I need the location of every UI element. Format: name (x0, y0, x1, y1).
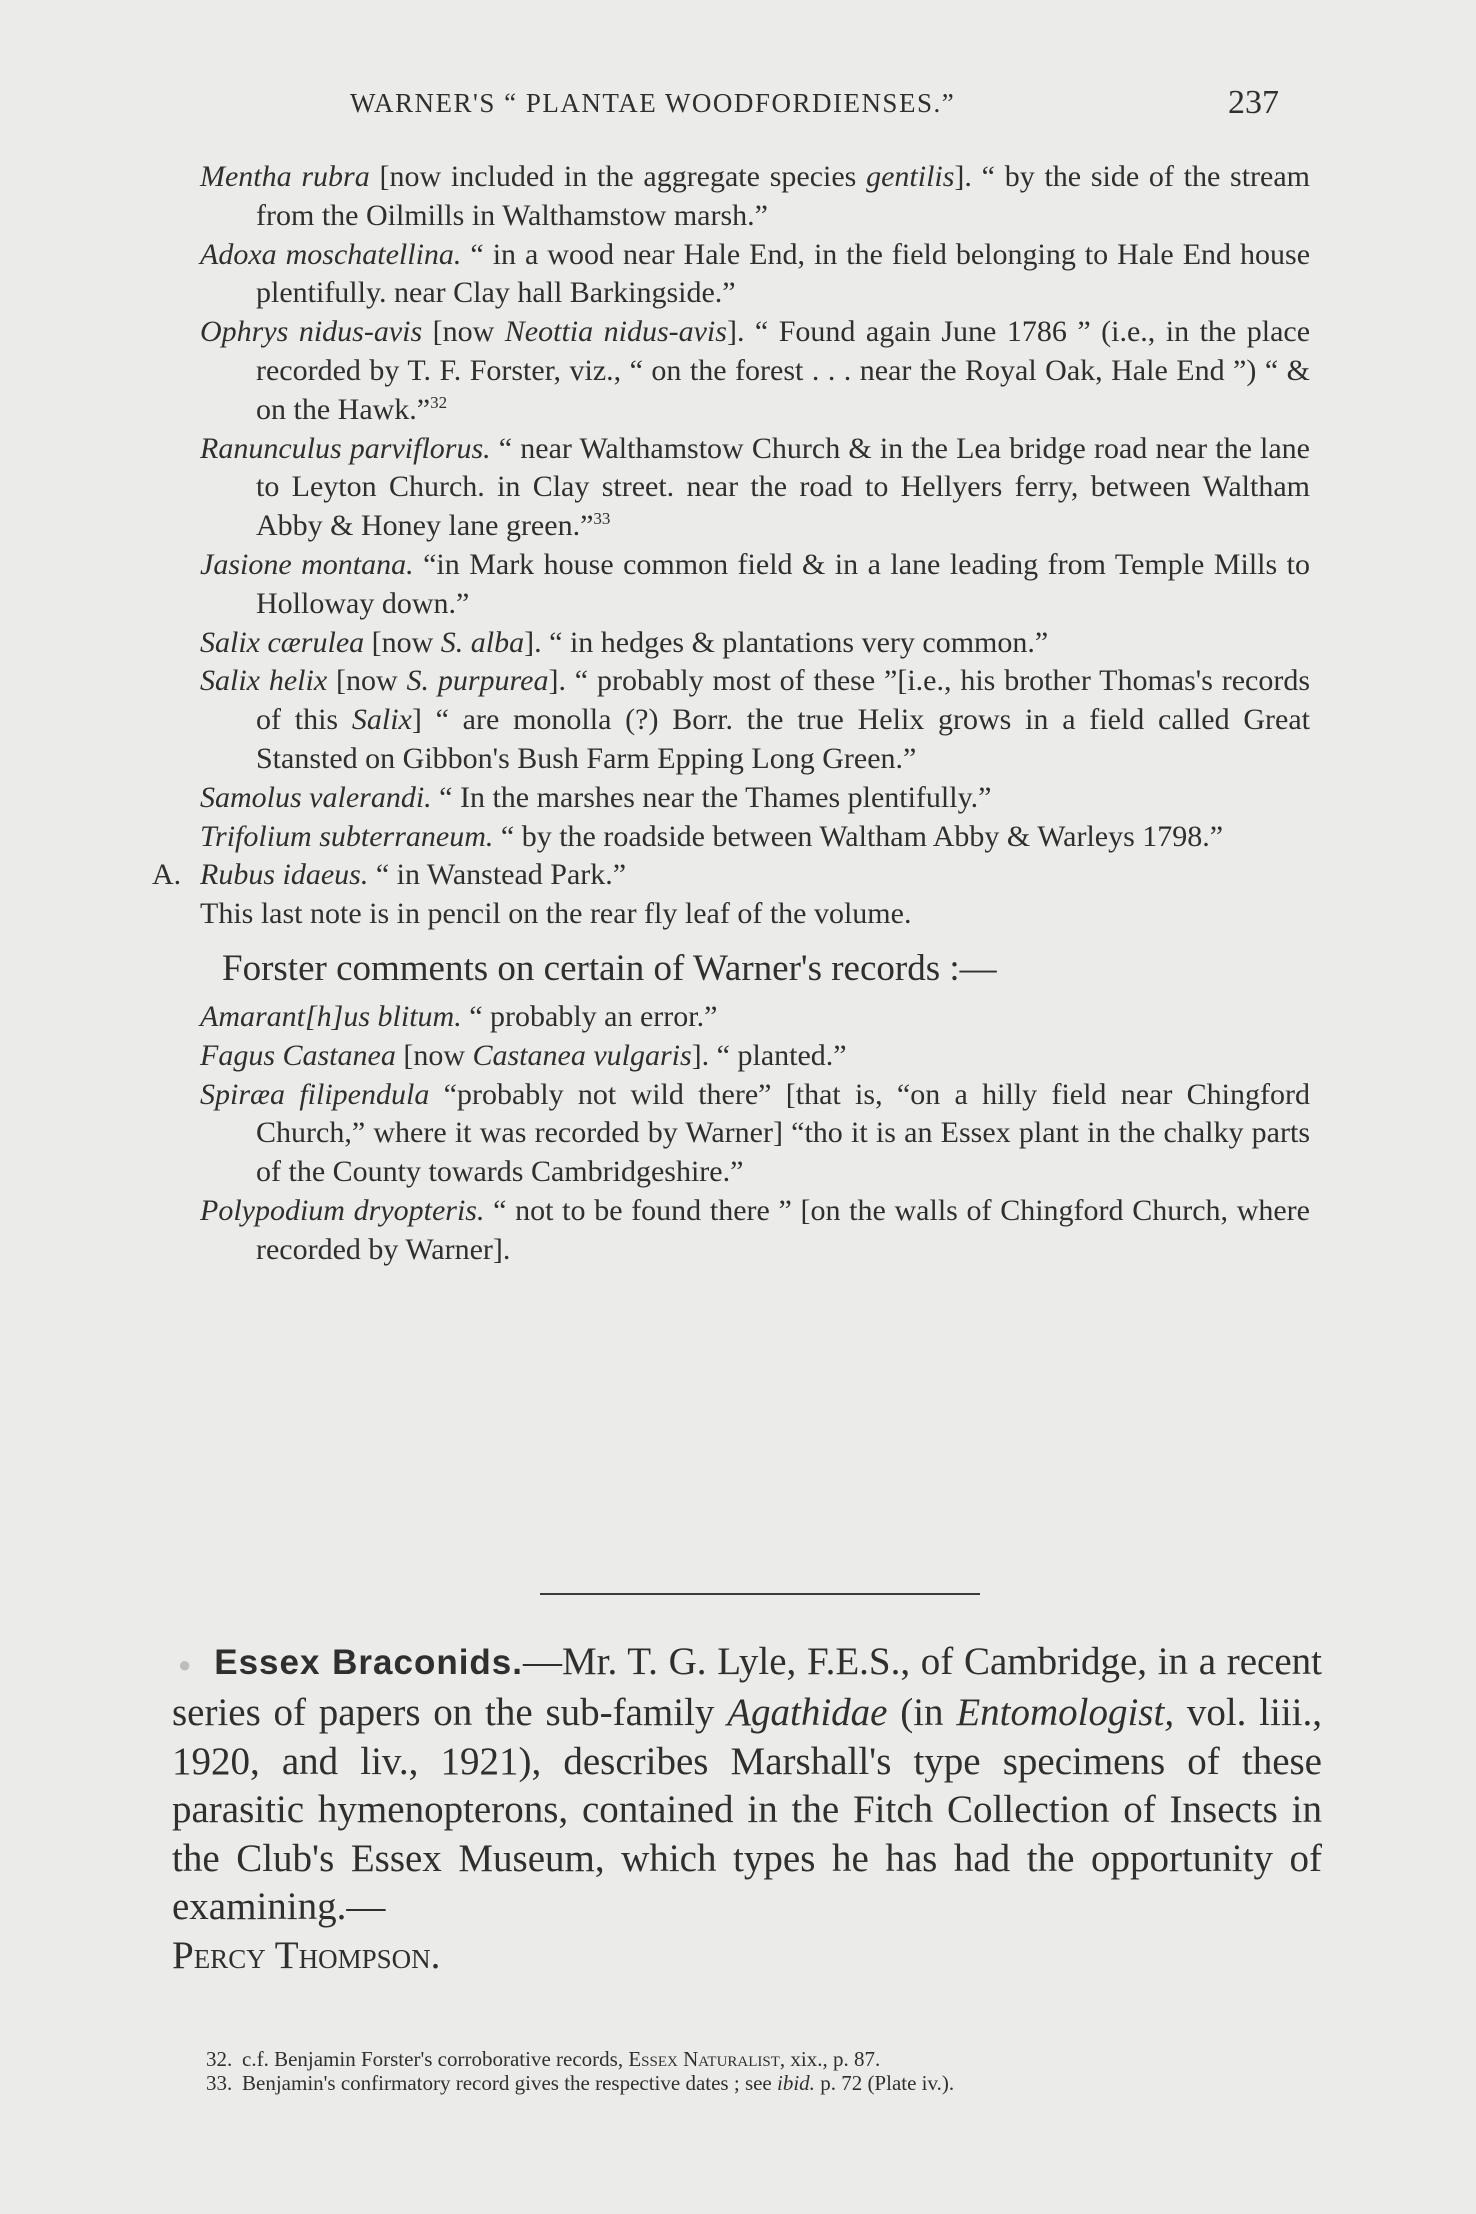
entry-text: “probably not wild there” [that is, “on a hilly field near Chingford Church,” where it was recorded by Warner] “tho it is an Essex plant in the chalky parts of the County towards Cambridgeshire.” (256, 1077, 1310, 1189)
bullet-mark: ● (178, 1651, 193, 1677)
entry-text: “in Mark house common field & in a lane leading from Temple Mills to Holloway down.” (256, 547, 1310, 620)
plant-records (152, 158, 1311, 1270)
footnote-text: Benjamin's confirmatory record gives the respective dates ; see ibid. p. 72 (Plate iv.). (242, 2071, 955, 2095)
species-name: Spiræa filipendula (200, 1077, 430, 1111)
running-header (0, 84, 1476, 124)
warner-entry (200, 662, 1310, 778)
entry-text: [now Neottia nidus-avis]. “ Found again June 1786 ” (i.e., in the place recorded by T. F. Forster, viz., “ on the forest . . . near the Royal Oak, Hale End ”) “ & on the Hawk.”$^{32}$ (256, 315, 1311, 426)
forster-entry (200, 1076, 1310, 1192)
article-author: Percy Thompson. (172, 1933, 441, 1977)
species-name: Adoxa moschatellina. (200, 237, 462, 271)
species-name: Salix cærulea (200, 625, 365, 659)
forster-entry (200, 1192, 1310, 1270)
warner-entry (200, 624, 1310, 663)
footnote (206, 2047, 1306, 2071)
article-body: —Mr. T. G. Lyle, F.E.S., of Cambridge, in a recent series of papers on the sub-family Agathidae (in Entomologist, vol. liii., 1920, and liv., 1921), describes Marshall's type specimens of these parasitic hymenopterons, contained in the Fitch Collection of Insects in the Club's Essex Museum, which types he has had the opportunity of examining.— (172, 1640, 1322, 1929)
species-name: Ophrys nidus-avis (200, 315, 423, 349)
species-name: Fagus Castanea (200, 1038, 396, 1072)
entry-text: “ in a wood near Hale End, in the field belonging to Hale End house plentifully. near Clay hall Barkingside.” (256, 237, 1311, 310)
warner-entry (200, 430, 1310, 546)
entry-text: [now S. alba]. “ in hedges & plantations very common.” (364, 625, 1049, 659)
entry-text: [now S. purpurea]. “ probably most of these ”[i.e., his brother Thomas's records of this Salix] “ are monolla (?) Borr. the true Helix grows in a field called Great Stansted on Gibbon's Bush Farm Epping Long Green.” (256, 664, 1311, 775)
pencil-note: This last note is in pencil on the rear fly leaf of the volume. (200, 897, 912, 931)
forster-heading: Forster comments on certain of Warner's records :— (222, 947, 997, 989)
entry-mark: A. (152, 858, 182, 892)
species-name: Amarant[h]us blitum. (200, 999, 462, 1033)
warner-entry (200, 818, 1310, 857)
species-name: Samolus valerandi. (200, 780, 432, 814)
footnote (206, 2071, 1306, 2095)
warner-entry (200, 779, 1310, 818)
entry-rubus (152, 856, 1310, 895)
entry-text: “ In the marshes near the Thames plentifully.” (431, 780, 992, 814)
entry-text: “ probably an error.” (461, 999, 718, 1033)
footnote-number: 33. (206, 2071, 233, 2095)
article-essex-braconids (172, 1638, 1322, 1980)
warner-entry-list (200, 158, 1310, 856)
warner-entry (200, 546, 1310, 624)
species-name: Polypodium dryopteris. (200, 1193, 485, 1227)
page-number: 237 (1228, 84, 1279, 121)
entry-text: [now Castanea vulgaris]. “ planted.” (395, 1038, 847, 1072)
warner-entry (200, 313, 1310, 429)
species-name: Trifolium subterraneum. (200, 819, 494, 853)
entry-text: [now included in the aggregate species gentilis]. “ by the side of the stream from the Oilmills in Walthamstow marsh.” (256, 160, 1310, 232)
footnote-number: 32. (206, 2047, 233, 2071)
forster-entry (200, 1037, 1310, 1076)
species-name: Rubus idaeus. (200, 858, 369, 892)
running-title: WARNER'S “ PLANTAE WOODFORDIENSES.” (350, 88, 956, 118)
entry-text: “ by the roadside between Waltham Abby & Warleys 1798.” (493, 819, 1224, 853)
footnote-text: c.f. Benjamin Forster's corroborative records, Essex Naturalist, xix., p. 87. (242, 2047, 881, 2071)
section-divider (540, 1593, 980, 1595)
article-title: Essex Braconids. (214, 1643, 523, 1682)
species-name: Mentha rubra (200, 160, 370, 193)
species-name: Jasione montana. (200, 547, 414, 581)
forster-entry (200, 998, 1310, 1037)
species-name: Ranunculus parviflorus. (200, 431, 491, 465)
warner-entry (200, 158, 1310, 236)
footnotes (206, 2047, 1306, 2095)
entry-text: “ not to be found there ” [on the walls of Chingford Church, where recorded by Warner]. (256, 1193, 1310, 1266)
forster-entry-list (200, 998, 1310, 1270)
entry-text: “ in Wanstead Park.” (368, 858, 627, 892)
warner-entry (200, 236, 1310, 314)
species-name: Salix helix (200, 664, 328, 698)
entry-text: “ near Walthamstow Church & in the Lea bridge road near the lane to Leyton Church. in Clay street. near the road to Hellyers ferry, between Waltham Abby & Honey lane green.”$^{33}$ (256, 431, 1310, 543)
